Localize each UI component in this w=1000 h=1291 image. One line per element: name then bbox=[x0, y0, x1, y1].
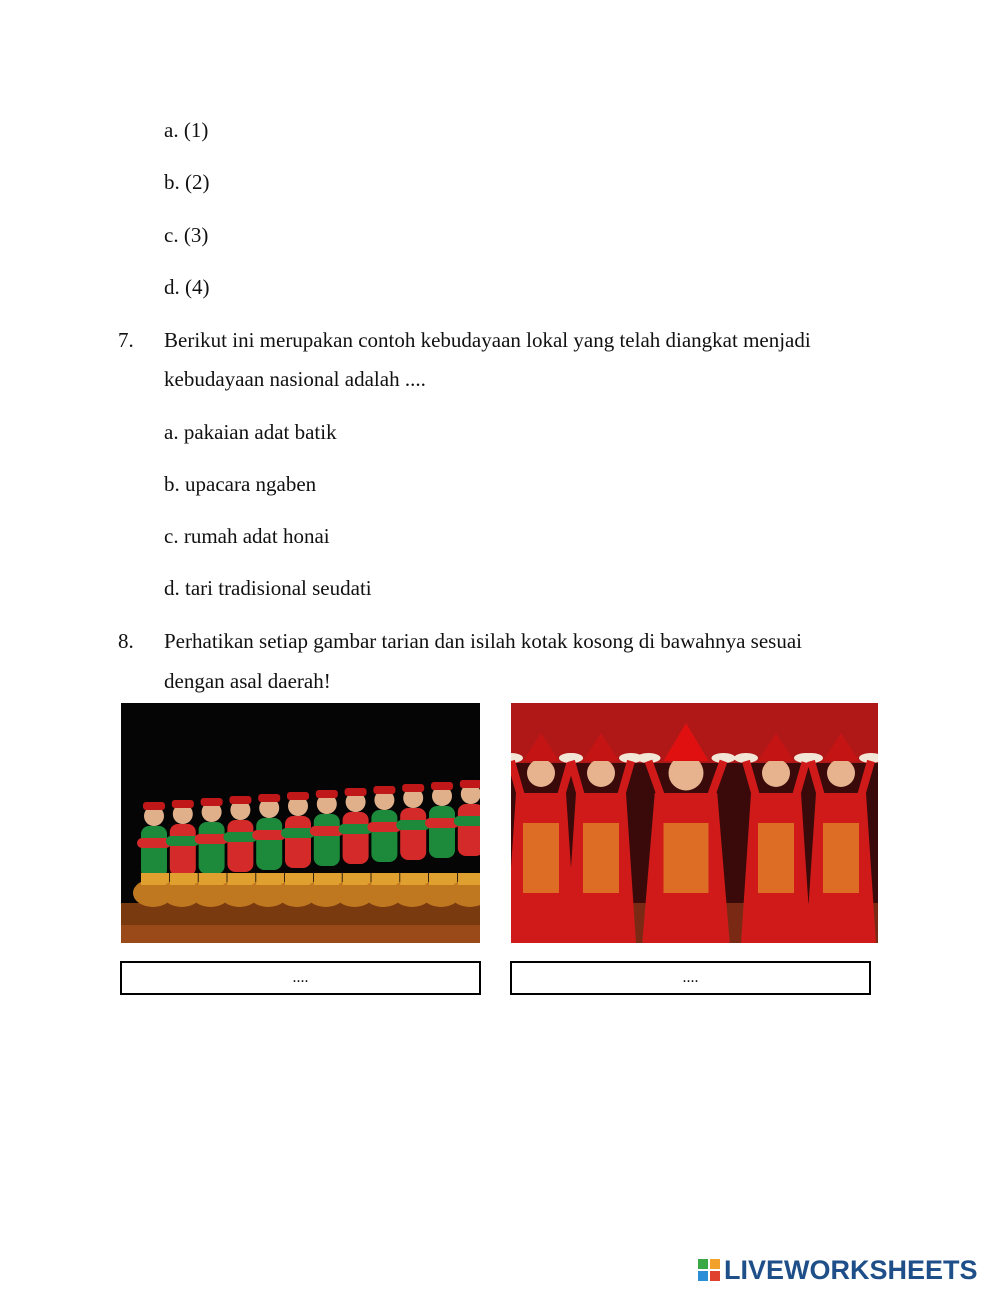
q7-option-c: c. rumah adat honai bbox=[164, 524, 330, 548]
answer-box-left[interactable]: .... bbox=[120, 961, 481, 995]
q6-option-a: a. (1) bbox=[164, 118, 209, 142]
liveworksheets-logo-icon bbox=[698, 1259, 720, 1281]
q7-option-a: a. pakaian adat batik bbox=[164, 420, 337, 444]
q6-option-d: d. (4) bbox=[164, 275, 210, 299]
q8-text-line1: Perhatikan setiap gambar tarian dan isilah kotak kosong di bawahnya sesuai bbox=[164, 629, 802, 653]
q7-option-d: d. tari tradisional seudati bbox=[164, 576, 372, 600]
liveworksheets-wordmark: LIVEWORKSHEETS bbox=[724, 1254, 978, 1285]
liveworksheets-brand bbox=[698, 1255, 978, 1285]
q6-option-c: c. (3) bbox=[164, 223, 209, 247]
q7-text-line1: Berikut ini merupakan contoh kebudayaan lokal yang telah diangkat menjadi bbox=[164, 328, 811, 352]
q7-number: 7. bbox=[118, 328, 134, 352]
dance-photo-right bbox=[511, 703, 878, 943]
q7-option-b: b. upacara ngaben bbox=[164, 472, 317, 496]
dance-photo-left bbox=[121, 703, 480, 943]
q7-text-line2: kebudayaan nasional adalah .... bbox=[164, 367, 426, 391]
q8-number: 8. bbox=[118, 629, 134, 653]
q6-option-b: b. (2) bbox=[164, 170, 210, 194]
q8-text-line2: dengan asal daerah! bbox=[164, 669, 331, 693]
answer-box-right[interactable]: .... bbox=[510, 961, 871, 995]
